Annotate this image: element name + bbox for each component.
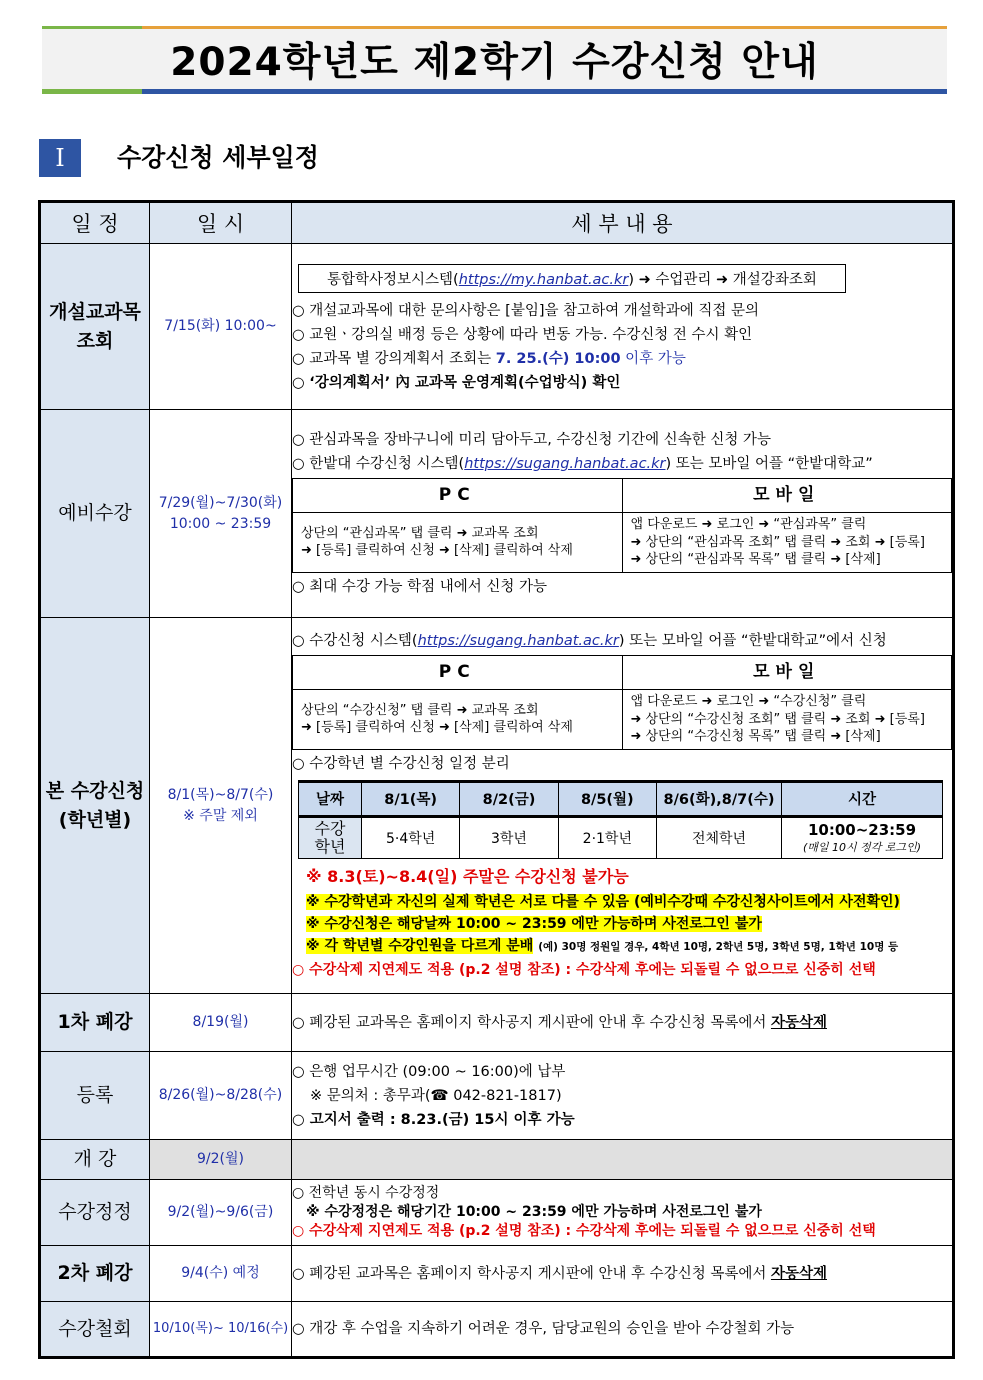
row-content: [292, 1180, 954, 1246]
pc-steps: 상단의 “수강신청” 탭 클릭 ➜ 교과목 조회 ➜ [등록] 클릭하여 신청 ➜ [삭제] 클릭하여 삭제: [293, 690, 623, 750]
note: ※ 수강신청은 해당날짜 10:00 ~ 23:59 에만 가능하며 사전로그인 불가: [306, 915, 762, 932]
row-date: 9/2(월)~9/6(금): [150, 1180, 292, 1246]
row-content: [292, 1140, 954, 1180]
line: ○ 고지서 출력 : 8.23.(금) 15시 이후 가능: [292, 1111, 575, 1128]
row-content: [292, 994, 954, 1052]
sched-header: 날짜: [299, 781, 362, 816]
line: ○ 개설교과목에 대한 문의사항은 [붙임]을 참고하여 개설학과에 직접 문의: [292, 303, 760, 319]
pc-mobile-table: [292, 478, 952, 573]
mobile-header: 모바일: [622, 656, 952, 690]
table-row: [40, 244, 954, 410]
row-category: 개 강: [40, 1140, 150, 1180]
line: ※ 수강정정은 해당기간 10:00 ~ 23:59 에만 가능하며 사전로그인 불가: [306, 1204, 762, 1220]
mobile-steps: 앱 다운로드 ➜ 로그인 ➜ “수강신청” 클릭 ➜ 상단의 “수강신청 조회” 탭 클릭 ➜ 조회 ➜ [등록] ➜ 상단의 “수강신청 목록” 탭 클릭 ➜ [삭제]: [622, 690, 952, 750]
section-number: I: [39, 139, 81, 177]
row-category: 본 수강신청 (학년별): [40, 618, 150, 994]
line: ※ 문의처 : 총무과(☎ 042-821-1817): [310, 1087, 562, 1104]
row-content: [292, 1246, 954, 1302]
line: ○ ‘강의계획서’ 內 교과목 운영계획(수업방식) 확인: [292, 375, 621, 391]
line: ○ 최대 수강 가능 학점 내에서 신청 가능: [292, 578, 548, 595]
sched-header: 시간: [782, 781, 943, 816]
bottom-rule: [42, 89, 947, 94]
line: ○ 교과목 별 강의계획서 조회는 7. 25.(수) 10:00 이후 가능: [292, 351, 686, 367]
row-content: [292, 618, 954, 994]
line: ○ 수강신청 시스템(https://sugang.hanbat.ac.kr) 또는 모바일 어플 “한밭대학교”에서 신청: [292, 633, 887, 650]
table-row: [40, 1140, 954, 1180]
line: ○ 교원ㆍ강의실 배정 등은 상황에 따라 변동 가능. 수강신청 전 수시 확인: [292, 327, 753, 343]
grade-schedule-table: [298, 780, 943, 859]
table-row: [40, 410, 954, 618]
row-category: 예비수강: [40, 410, 150, 618]
row-content: [292, 1052, 954, 1140]
section-title: 수강신청 세부일정: [117, 143, 319, 172]
row-category: 수강정정: [40, 1180, 150, 1246]
sched-cell: 2·1학년: [558, 816, 656, 858]
line: ○ 개강 후 수업을 지속하기 어려운 경우, 담당교원의 승인을 받아 수강철회 가능: [292, 1321, 795, 1337]
row-date: 7/29(월)~7/30(화) 10:00 ~ 23:59: [150, 410, 292, 618]
line: ○ 수강삭제 지연제도 적용 (p.2 설명 참조) : 수강삭제 후에는 되돌릴 수 없으므로 신중히 선택: [292, 961, 876, 978]
table-row: [40, 1246, 954, 1302]
note: ※ 수강학년과 자신의 실제 학년은 서로 다를 수 있음 (예비수강때 수강신청사이트에서 사전확인): [306, 893, 900, 910]
row-category: 등록: [40, 1052, 150, 1140]
line: ○ 은행 업무시간 (09:00 ~ 16:00)에 납부: [292, 1063, 566, 1080]
line: ○ 수강삭제 지연제도 적용 (p.2 설명 참조) : 수강삭제 후에는 되돌릴 수 없으므로 신중히 선택: [292, 1223, 876, 1239]
row-content: [292, 1302, 954, 1358]
row-category: 1차 폐강: [40, 994, 150, 1052]
line: ○ 관심과목을 장바구니에 미리 담아두고, 수강신청 기간에 신속한 신청 가능: [292, 432, 771, 449]
sugang-link[interactable]: https://sugang.hanbat.ac.kr: [464, 456, 666, 473]
table-row: [40, 1052, 954, 1140]
pc-header: PC: [293, 479, 623, 513]
row-category: 2차 폐강: [40, 1246, 150, 1302]
line: ○ 폐강된 교과목은 홈페이지 학사공지 게시판에 안내 후 수강신청 목록에서 자동삭제: [292, 1014, 827, 1031]
row-date: 8/26(월)~8/28(수): [150, 1052, 292, 1140]
row-date: 9/2(월): [150, 1140, 292, 1180]
schedule-table: [38, 200, 955, 1359]
sched-header: 8/5(월): [558, 781, 656, 816]
table-row: [40, 994, 954, 1052]
sched-time: 10:00~23:59 (매일 10시 정각 로그인): [782, 816, 943, 858]
row-category: 개설교과목 조회: [40, 244, 150, 410]
line: ○ 폐강된 교과목은 홈페이지 학사공지 게시판에 안내 후 수강신청 목록에서 자동삭제: [292, 1265, 827, 1282]
row-category: 수강철회: [40, 1302, 150, 1358]
header-schedule: 일 정: [40, 202, 150, 244]
row-date: 7/15(화) 10:00~: [150, 244, 292, 410]
sched-header: 8/2(금): [460, 781, 558, 816]
sched-cell: 3학년: [460, 816, 558, 858]
table-header-row: [40, 202, 954, 244]
pc-steps: 상단의 “관심과목” 탭 클릭 ➜ 교과목 조회 ➜ [등록] 클릭하여 신청 ➜ [삭제] 클릭하여 삭제: [293, 513, 623, 573]
table-row: [40, 1180, 954, 1246]
header-details: 세 부 내 용: [292, 202, 954, 244]
row-content: [292, 244, 954, 410]
mobile-header: 모바일: [622, 479, 952, 513]
sched-header: 8/1(목): [362, 781, 460, 816]
path-box: 통합학사정보시스템(https://my.hanbat.ac.kr) ➜ 수업관리 ➜ 개설강좌조회: [298, 264, 846, 293]
table-row: [40, 1302, 954, 1358]
line: ○ 한밭대 수강신청 시스템(https://sugang.hanbat.ac.kr) 또는 모바일 어플 “한밭대학교”: [292, 456, 873, 473]
my-hanbat-link[interactable]: https://my.hanbat.ac.kr: [458, 272, 629, 288]
sched-cell: 전체학년: [657, 816, 782, 858]
mobile-steps: 앱 다운로드 ➜ 로그인 ➜ “관심과목” 클릭 ➜ 상단의 “관심과목 조회” 탭 클릭 ➜ 조회 ➜ [등록] ➜ 상단의 “관심과목 목록” 탭 클릭 ➜ [삭제]: [622, 513, 952, 573]
line: ○ 전학년 동시 수강정정: [292, 1185, 440, 1201]
row-date: 9/4(수) 예정: [150, 1246, 292, 1302]
row-date: 10/10(목)~ 10/16(수): [150, 1302, 292, 1358]
page-title: 2024학년도 제2학기 수강신청 안내: [170, 40, 819, 85]
line: ○ 수강학년 별 수강신청 일정 분리: [292, 755, 510, 772]
row-date: 8/1(목)~8/7(수) ※ 주말 제외: [150, 618, 292, 994]
pc-header: PC: [293, 656, 623, 690]
sched-label: 수강 학년: [299, 816, 362, 858]
header-date: 일 시: [150, 202, 292, 244]
table-row: [40, 618, 954, 994]
sched-header: 8/6(화),8/7(수): [657, 781, 782, 816]
note: ※ 각 학년별 수강인원을 다르게 분배 (예) 30명 정원일 경우, 4학년 10명, 2학년 5명, 3학년 5명, 1학년 10명 등: [306, 937, 899, 954]
sched-cell: 5·4학년: [362, 816, 460, 858]
row-content: [292, 410, 954, 618]
row-date: 8/19(월): [150, 994, 292, 1052]
sugang-link[interactable]: https://sugang.hanbat.ac.kr: [417, 633, 619, 650]
pc-mobile-table: [292, 655, 952, 750]
note-weekend: ※ 8.3(토)~8.4(일) 주말은 수강신청 불가능: [306, 866, 629, 886]
